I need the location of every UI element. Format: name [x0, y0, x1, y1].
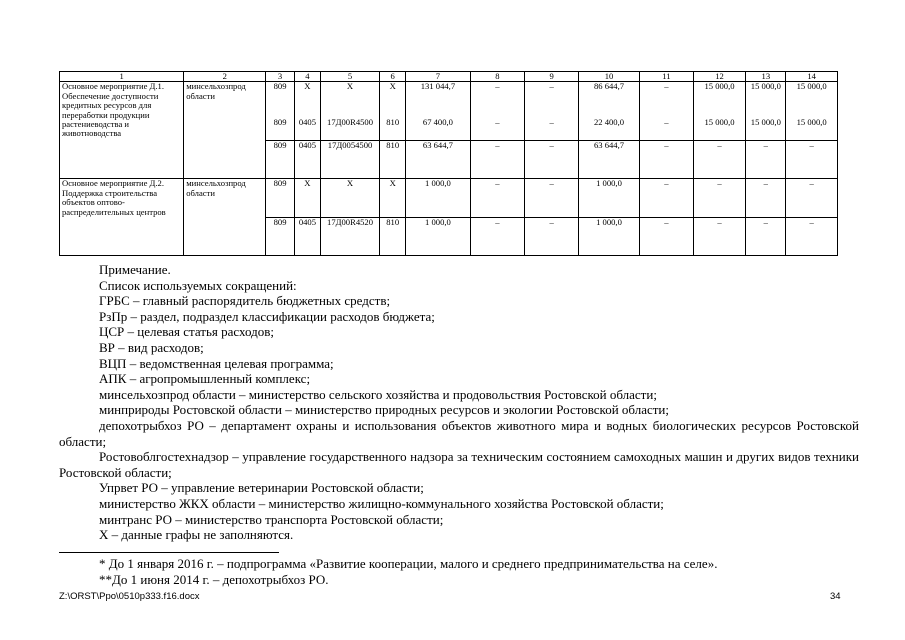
value-cell: – [786, 179, 838, 218]
value-cell: – [525, 118, 579, 141]
value-cell: – [640, 179, 694, 218]
vr-cell: Х [380, 179, 406, 218]
footnote [59, 556, 859, 571]
abbreviations-heading: Список используемых сокращений: [99, 277, 297, 293]
header-cell: 12 [693, 72, 746, 82]
abbreviation-item: депохотрыбхоз РО – департамент охраны и использования объектов животного мира и водных биологических ресурсов Ростовской области; [59, 417, 859, 449]
value-cell: 131 044,7 [406, 82, 470, 118]
footnote-text: * До 1 января 2016 г. – подпрограмма «Развитие кооперации, малого и среднего предпринимательства на селе». [99, 556, 718, 571]
table-row [60, 82, 838, 118]
value-cell: 1 000,0 [578, 217, 639, 256]
notes-title: Примечание. [99, 262, 171, 277]
header-cell: 4 [294, 72, 320, 82]
grbs-cell: 809 [266, 141, 294, 179]
value-cell: – [746, 217, 786, 256]
value-cell: – [693, 217, 746, 256]
value-cell: 15 000,0 [693, 118, 746, 141]
csr-cell: 17Д0054500 [321, 141, 380, 179]
value-cell: – [640, 141, 694, 179]
header-cell: 13 [746, 72, 786, 82]
rzpr-cell: Х [294, 82, 320, 118]
abbreviation-item: минтранс РО – министерство транспорта Ростовской области; [99, 511, 444, 527]
grbs-cell: 809 [266, 179, 294, 218]
value-cell: 1 000,0 [406, 179, 470, 218]
grbs-cell: 809 [266, 118, 294, 141]
executor-cell: минсельхозпрод области [184, 179, 266, 256]
abbreviation-item: минсельхозпрод области – министерство сельского хозяйства и продовольствия Ростовской области; [99, 386, 657, 402]
value-cell: – [640, 118, 694, 141]
header-cell: 6 [380, 72, 406, 82]
value-cell: – [470, 82, 525, 118]
notes-section [59, 262, 859, 543]
value-cell: 67 400,0 [406, 118, 470, 141]
abbreviation-item: РзПр – раздел, подраздел классификации расходов бюджета; [99, 308, 435, 324]
footnote-text: **До 1 июня 2014 г. – депохотрыбхоз РО. [99, 572, 329, 587]
value-cell: – [470, 141, 525, 179]
value-cell: – [525, 179, 579, 218]
value-cell: 1 000,0 [406, 217, 470, 256]
value-cell: – [525, 141, 579, 179]
footnote-separator [59, 552, 279, 553]
abbreviation-item: АПК – агропромышленный комплекс; [99, 371, 311, 387]
abbreviation-item: ГРБС – главный распорядитель бюджетных средств; [99, 293, 391, 309]
executor-cell: минсельхозпрод области [184, 82, 266, 179]
header-cell: 1 [60, 72, 184, 82]
value-cell: – [525, 217, 579, 256]
value-cell: – [640, 217, 694, 256]
header-cell: 5 [321, 72, 380, 82]
footnote [59, 572, 859, 587]
rzpr-cell: 0405 [294, 118, 320, 141]
rzpr-cell: 0405 [294, 141, 320, 179]
abbreviation-item: ВР – вид расходов; [99, 339, 204, 355]
vr-cell: 810 [380, 118, 406, 141]
document-path: Z:\ORST\Ppo\0510p333.f16.docx [59, 591, 200, 602]
csr-cell: 17Д00R4500 [321, 118, 380, 141]
page-number: 34 [830, 591, 841, 602]
abbreviation-item: министерство ЖКХ области – министерство жилищно-коммунального хозяйства Ростовской области; [99, 495, 664, 511]
rzpr-cell: 0405 [294, 217, 320, 256]
value-cell: – [525, 82, 579, 118]
value-cell: – [746, 179, 786, 218]
abbreviation-item: Х – данные графы не заполняются. [99, 527, 294, 543]
csr-cell: Х [321, 179, 380, 218]
value-cell: – [640, 82, 694, 118]
measure-name-cell: Основное мероприятие Д.1. Обеспечение доступности кредитных ресурсов для переработки продукции растениеводства и животноводства [60, 82, 184, 179]
abbreviation-item: минприроды Ростовской области – министерство природных ресурсов и экологии Ростовской области; [99, 402, 669, 418]
value-cell: – [693, 179, 746, 218]
header-cell: 2 [184, 72, 266, 82]
measure-name-cell: Основное мероприятие Д.2. Поддержка строительства объектов оптово-распределительных центров [60, 179, 184, 256]
header-cell: 3 [266, 72, 294, 82]
header-cell: 11 [640, 72, 694, 82]
value-cell: 22 400,0 [578, 118, 639, 141]
grbs-cell: 809 [266, 217, 294, 256]
abbreviation-item: ВЦП – ведомственная целевая программа; [99, 355, 334, 371]
value-cell: – [693, 141, 746, 179]
value-cell: 15 000,0 [786, 118, 838, 141]
abbreviation-item: Упрвет РО – управление ветеринарии Ростовской области; [99, 480, 424, 496]
value-cell: 86 644,7 [578, 82, 639, 118]
value-cell: 15 000,0 [746, 82, 786, 118]
value-cell: – [786, 217, 838, 256]
csr-cell: Х [321, 82, 380, 118]
value-cell: 63 644,7 [406, 141, 470, 179]
value-cell: – [470, 217, 525, 256]
abbreviation-item: ЦСР – целевая статья расходов; [99, 324, 274, 340]
value-cell: – [786, 141, 838, 179]
budget-table [59, 71, 838, 256]
vr-cell: 810 [380, 141, 406, 179]
value-cell: 63 644,7 [578, 141, 639, 179]
header-cell: 10 [578, 72, 639, 82]
header-cell: 7 [406, 72, 470, 82]
grbs-cell: 809 [266, 82, 294, 118]
value-cell: – [746, 141, 786, 179]
value-cell: – [470, 118, 525, 141]
header-cell: 8 [470, 72, 525, 82]
vr-cell: 810 [380, 217, 406, 256]
value-cell: 15 000,0 [786, 82, 838, 118]
table-row [60, 179, 838, 218]
value-cell: 15 000,0 [693, 82, 746, 118]
value-cell: – [470, 179, 525, 218]
header-cell: 9 [525, 72, 579, 82]
csr-cell: 17Д00R4520 [321, 217, 380, 256]
abbreviation-item: Ростовоблгостехнадзор – управление государственного надзора за техническим состоянием самоходных машин и других видов техники Ростовской области; [59, 449, 859, 480]
value-cell: 15 000,0 [746, 118, 786, 141]
vr-cell: Х [380, 82, 406, 118]
rzpr-cell: Х [294, 179, 320, 218]
header-cell: 14 [786, 72, 838, 82]
table-header-row [60, 72, 838, 82]
value-cell: 1 000,0 [578, 179, 639, 218]
